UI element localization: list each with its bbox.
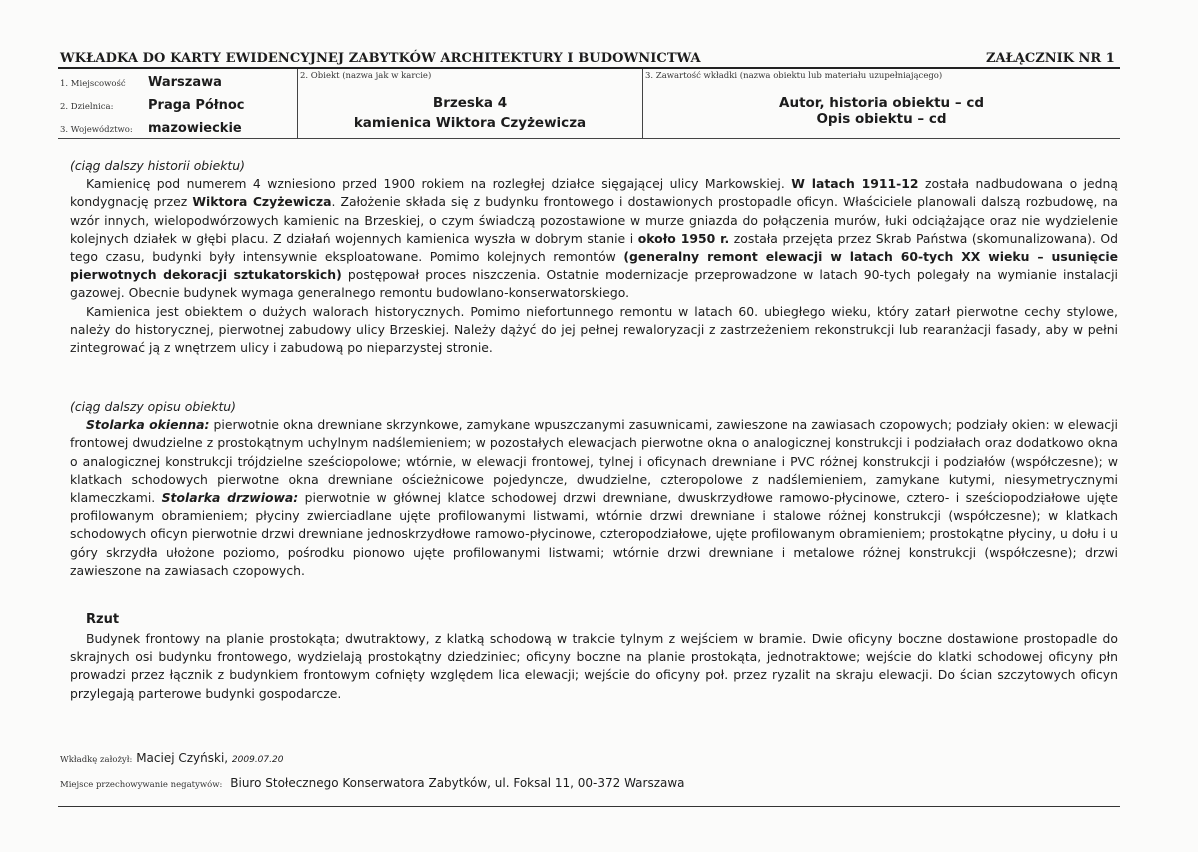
rzut-section bbox=[70, 630, 1118, 703]
rzut-paragraph: Budynek frontowy na planie prostokąta; dwutraktowy, z klatką schodową w trakcie tylnym z wejściem w bramie. Dwie oficyny boczne dostawione prostopadle do skrajnych osi budynku frontowego, wydzielają prostokątny dziedziniec; oficyny boczne na planie prostokąta, jednotraktowe; wejście do klatki schodowej oficyny płn prowadzi przez łącznik z budynkiem frontowym cofnięty względem lica elewacji; wejście do oficyny poł. przez ryzalit na skraju elewacji. Do ścian szczytowych oficyn przylegają parterowe budynki gospodarcze. bbox=[70, 631, 1118, 701]
wojewodztwo-label: 3. Województwo: bbox=[60, 125, 133, 135]
obiekt-label: 2. Obiekt (nazwa jak w karcie) bbox=[300, 71, 432, 81]
obiekt-line1: Brzeska 4 bbox=[432, 95, 508, 111]
negatives-line bbox=[60, 776, 685, 790]
okna-label: Stolarka okienna: bbox=[86, 417, 210, 433]
author-name: Maciej Czyński, bbox=[136, 751, 229, 765]
description-label: (ciąg dalszy opisu obiektu) bbox=[70, 399, 236, 414]
zawartosc-line2: Opis obiektu – cd bbox=[816, 111, 947, 127]
miejscowosc-label: 1. Miejscowość bbox=[60, 79, 126, 89]
history-section bbox=[70, 157, 1118, 357]
description-paragraph: Stolarka okienna: pierwotnie okna drewniane skrzynkowe, zamykane wpuszczanymi zasuwnicami, zawieszone na zawiasach czopowych; podziały okien: w elewacji frontowej dwudzielne z prostokątnym uchylnym nadślemieniem; w pozostałych elewacjach pierwotne okna o analogicznej konstrukcji i podziałach oraz dodatkowo okna o analogicznej konstrukcji trójdzielne sześciopolowe; wtórnie, w elewacji frontowej, tylnej i oficynach drewniane i PVC różnej konstrukcji i podziałów (współczesne); w klatkach schodowych pierwotne okna drewniane ościeżnicowe pojedyncze, dwudzielne, czteropolowe z nadślemieniem, zamykane kutymi, niesymetrycznymi klameczkami. Stolarka drzwiowa: pierwotnie w głównej klatce schodowej drzwi drewniane, dwuskrzydłowe ramowo-płycinowe, cztero- i sześciopodziałowe ujęte profilowanym obramieniem; płyciny zwierciadlane ujęte profilowanymi listwami, wtórnie drzwi drewniane i stalowe różnej konstrukcji (współczesne); w klatkach schodowych oficyn pierwotnie drzwi drewniane jednoskrzydłowe ramowo-płycinowe, czteropodziałowe, ujęte profilowanym obramieniem; prostokątne płyciny, u dołu i u góry skrzydła ułożone poziomo, pośrodku pionowo ujęte profilowanymi listwami; wtórnie drzwi drewniane i metalowe różnej konstrukcji (współczesne); drzwi zawieszone na zawiasach czopowych. bbox=[70, 417, 1119, 578]
meta-miejscowosc bbox=[60, 71, 222, 91]
header-rule bbox=[58, 67, 1120, 69]
meta-dzielnica bbox=[60, 94, 245, 114]
header-bottom-rule bbox=[58, 138, 1120, 139]
author-label: Wkładkę założył: bbox=[60, 755, 133, 765]
history-label: (ciąg dalszy historii obiektu) bbox=[70, 158, 245, 173]
meta-wojewodztwo bbox=[60, 117, 242, 137]
zawartosc-label: 3. Zawartość wkładki (nazwa obiektu lub materiału uzupełniającego) bbox=[645, 71, 943, 81]
author-date: 2009.07.20 bbox=[231, 755, 284, 765]
wojewodztwo-value: mazowieckie bbox=[148, 121, 242, 136]
annex-label: ZAŁĄCZNIK NR 1 bbox=[986, 51, 1115, 66]
negatives-label: Miejsce przechowywanie negatywów: bbox=[60, 780, 223, 790]
dzielnica-value: Praga Północ bbox=[148, 98, 245, 113]
author-line bbox=[60, 751, 283, 765]
form-title: WKŁADKA DO KARTY EWIDENCYJNEJ ZABYTKÓW ARCHITEKTURY I BUDOWNICTWA bbox=[60, 51, 701, 66]
negatives-location: Biuro Stołecznego Konserwatora Zabytków, ul. Foksal 11, 00-372 Warszawa bbox=[230, 776, 685, 790]
description-section bbox=[70, 398, 1118, 580]
obiekt-line2: kamienica Wiktora Czyżewicza bbox=[353, 115, 587, 131]
zawartosc-line1: Autor, historia obiektu – cd bbox=[779, 95, 984, 111]
history-paragraph-2: Kamienica jest obiektem o dużych walorach historycznych. Pomimo niefortunnego remontu w latach 60. ubiegłego wieku, który zatarł pierwotne cechy stylowe, należy do historycznej, pierwotnej zabudowy ulicy Brzeskiej. Należy dążyć do jej pełnej rewaloryzacji z zastrzeżeniem rekonstrukcji lub rearanżacji fasady, aby w pełni zintegrować ją z wnętrzem ulicy i zabudową po nieparzystej stronie. bbox=[70, 303, 1118, 356]
history-paragraph-1: Kamienicę pod numerem 4 wzniesiono przed 1900 rokiem na rozległej działce sięgającej ulicy Markowskiej. W latach 1911-12 została nadbudowana o jedną kondygnację przez Wiktora Czyżewicza. Założenie składa się z budynku frontowego i dostawionych prostopadle oficyn. Właściciele planowali dalszą rozbudowę, na wzór innych, wielopodwórzowych kamienic na Brzeskiej, o czym świadczą pozostawione w murze gniazda do połączenia murów, łuki odciążające oraz nie wydzielenie kolejnych działek w głębi placu. Z działań wojennych kamienica wyszła w dobrym stanie i około 1950 r. została przejęta przez Skrab Państwa (skomunalizowana). Od tego czasu, budynki były intensywnie eksploatowane. Pomimo kolejnych remontów (generalny remont elewacji w latach 60-tych XX wieku – usunięcie pierwotnych dekoracji sztukatorskich) postępował proces niszczenia. Ostatnie modernizacje przeprowadzone w latach 90-tych polegały na wymianie instalacji gazowej. Obecnie budynek wymaga generalnego remontu budowlano-konserwatorskiego. bbox=[70, 176, 1118, 301]
dzielnica-label: 2. Dzielnica: bbox=[60, 102, 114, 112]
footer-rule bbox=[58, 806, 1120, 807]
miejscowosc-value: Warszawa bbox=[148, 75, 222, 90]
drzwi-label: Stolarka drzwiowa: bbox=[161, 490, 299, 506]
rzut-heading: Rzut bbox=[86, 612, 120, 627]
